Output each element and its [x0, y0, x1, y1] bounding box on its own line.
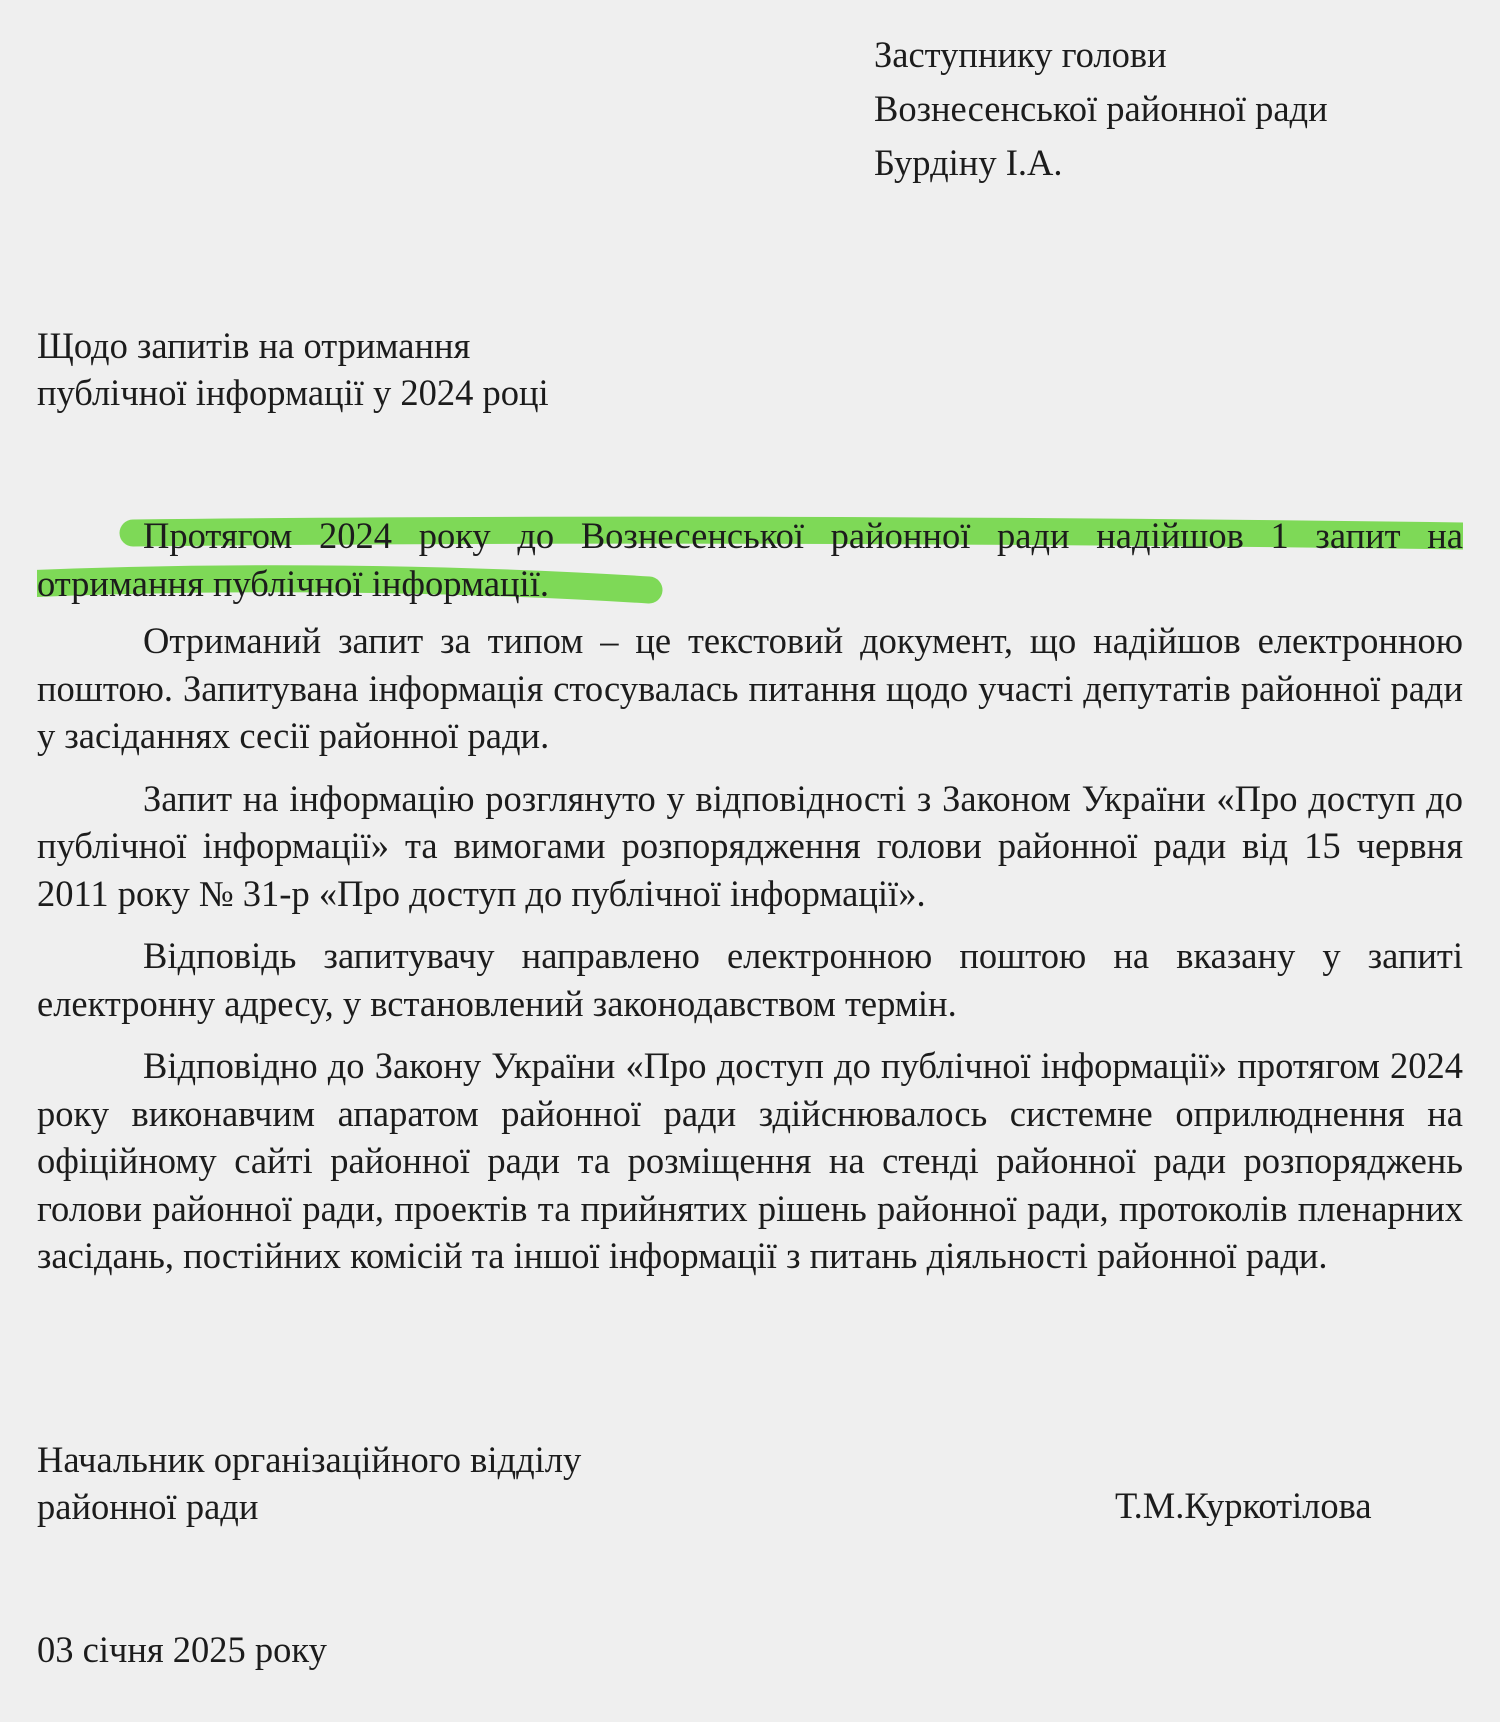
letter-body	[37, 512, 1463, 1295]
paragraph-3: Запит на інформацію розглянуто у відповідності з Законом України «Про доступ до публічної інформації» та вимогами розпорядження голови районної ради від 15 червня 2011 року № 31-р «Про доступ до публічної інформації».	[37, 777, 1463, 914]
paragraph-highlighted	[37, 512, 1463, 607]
addressee-block	[874, 28, 1328, 190]
subject-line-2: публічної інформації у 2024 році	[37, 372, 549, 413]
signature-name: Т.М.Куркотілова	[1115, 1485, 1372, 1526]
subject-block	[37, 322, 549, 416]
addressee-line-2: Вознесенської районної ради	[874, 88, 1328, 129]
addressee-line-3: Бурдіну І.А.	[874, 142, 1063, 183]
paragraph-1-text: Протягом 2024 року до Вознесенської районної ради надійшов 1 запит на отримання публічної інформації.	[37, 515, 1463, 604]
subject-line-1: Щодо запитів на отримання	[37, 325, 471, 366]
paragraph-4: Відповідь запитувачу направлено електронною поштою на вказану у запиті електронну адресу, у встановлений законодавством термін.	[37, 935, 1463, 1024]
addressee-line-1: Заступнику голови	[874, 34, 1167, 75]
signature-position	[37, 1436, 581, 1530]
signature-position-line-1: Начальник організаційного відділу	[37, 1439, 582, 1480]
signature-position-line-2: районної ради	[37, 1486, 259, 1527]
letter-date: 03 січня 2025 року	[37, 1629, 327, 1670]
paragraph-2: Отриманий запит за типом – це текстовий документ, що надійшов електронною поштою. Запитувана інформація стосувалась питання щодо участі депутатів районної ради у засіданнях сесії районної ради.	[37, 620, 1463, 756]
paragraph-5: Відповідно до Закону України «Про доступ до публічної інформації» протягом 2024 року виконавчим апаратом районної ради здійснювалось системне оприлюднення на офіційному сайті районної ради та розміщення на стенді районної ради розпоряджень голови районної ради, проектів та прийнятих рішень районної ради, протоколів пленарних засідань, постійних комісій та іншої інформації з питань діяльності районної ради.	[37, 1045, 1463, 1276]
